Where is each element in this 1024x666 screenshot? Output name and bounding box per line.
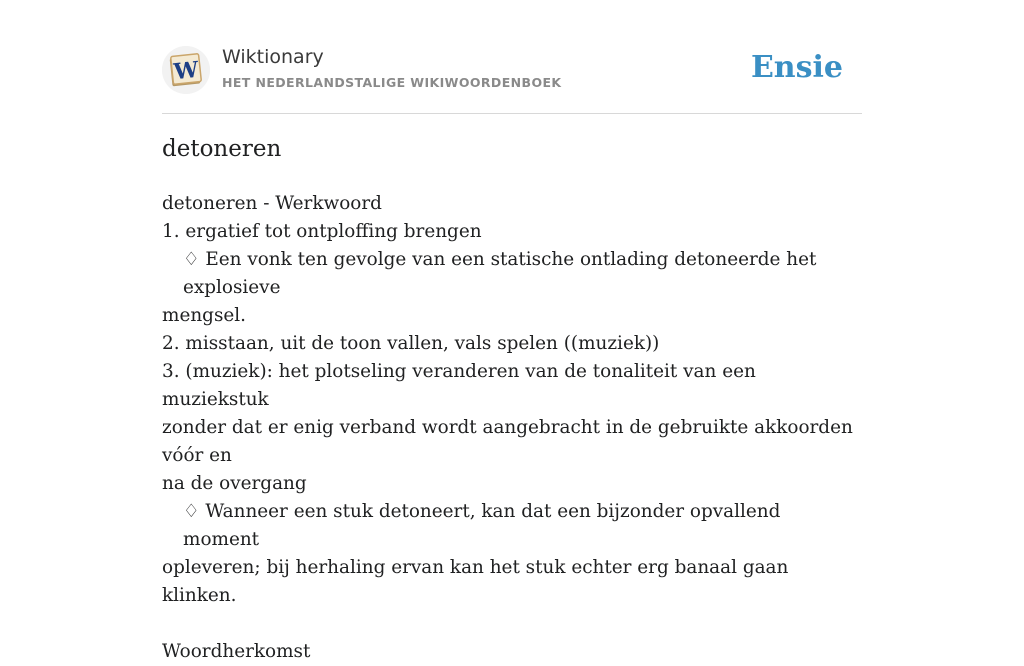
- page-title: detoneren: [162, 136, 282, 162]
- definition-3-line-1: 3. (muziek): het plotseling veranderen van de tonaliteit van een muziekstuk: [162, 361, 756, 410]
- definition-2: 2. misstaan, uit de toon vallen, vals spelen ((muziek)): [162, 333, 660, 354]
- site-title[interactable]: Wiktionary: [222, 46, 324, 68]
- site-subtitle: HET NEDERLANDSTALIGE WIKIWOORDENBOEK: [222, 75, 562, 90]
- page-container: [162, 0, 862, 662]
- definition-3-line-2: zonder dat er enig verband wordt aangebracht in de gebruikte akkoorden vóór en: [162, 417, 853, 466]
- site-header: [162, 44, 862, 114]
- ensie-logo[interactable]: Ensie: [750, 50, 843, 85]
- logo-letter: W: [172, 56, 200, 86]
- section-heading-etymology: Woordherkomst: [162, 641, 311, 662]
- example-1: ♢ Een vonk ten gevolge van een statische ontlading detoneerde het explosieve: [183, 249, 817, 298]
- example-3-continuation: opleveren; bij herhaling ervan kan het stuk echter erg banaal gaan klinken.: [162, 557, 789, 606]
- definition-1: 1. ergatief tot ontploffing brengen: [162, 221, 482, 242]
- example-1-continuation: mengsel.: [162, 305, 246, 326]
- word-heading-line: detoneren - Werkwoord: [162, 193, 382, 214]
- wiktionary-logo-tile: [162, 46, 210, 94]
- wiktionary-logo-icon[interactable]: [162, 46, 210, 94]
- definition-content: [162, 190, 862, 666]
- paragraph-spacer: [162, 610, 862, 638]
- definition-3-line-3: na de overgang: [162, 473, 307, 494]
- example-3: ♢ Wanneer een stuk detoneert, kan dat een bijzonder opvallend moment: [183, 501, 781, 550]
